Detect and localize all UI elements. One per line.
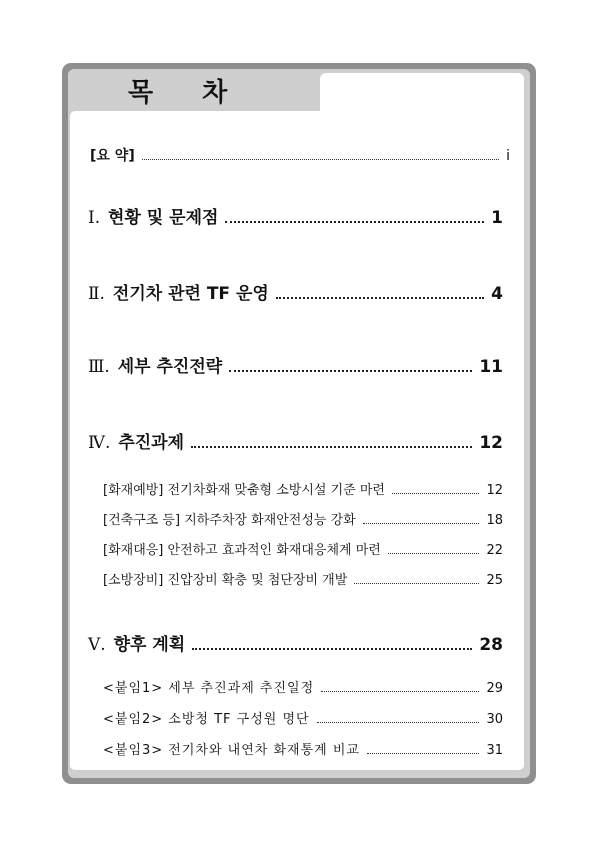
dot-leader xyxy=(225,221,484,223)
toc-subsection-3[interactable] xyxy=(103,539,503,558)
toc-entry-page: i xyxy=(506,148,510,164)
toc-subsection-2[interactable] xyxy=(103,509,503,528)
toc-entry-page: 1 xyxy=(491,208,503,228)
section-number: Ⅴ. xyxy=(88,635,106,655)
toc-entry-page: 12 xyxy=(486,483,503,498)
toc-attachment-3[interactable] xyxy=(103,739,503,758)
toc-entry-label: <붙임2> 소방청 TF 구성원 명단 xyxy=(103,712,310,727)
toc-entry-page: 30 xyxy=(486,712,503,727)
toc-entry-label xyxy=(88,279,269,304)
toc-entry-label: [소방장비] 진압장비 확충 및 첨단장비 개발 xyxy=(103,573,348,588)
toc-body-tab xyxy=(320,73,524,123)
section-number: Ⅰ. xyxy=(88,208,101,228)
toc-section-2[interactable] xyxy=(88,279,503,304)
toc-entry-page: 31 xyxy=(486,743,503,758)
toc-entry-label: <붙임1> 세부 추진과제 추진일정 xyxy=(103,681,315,696)
toc-entry-page: 11 xyxy=(479,357,503,377)
toc-summary-entry[interactable] xyxy=(90,145,510,165)
section-number: Ⅲ. xyxy=(88,357,110,377)
toc-title: 목 차 xyxy=(128,78,248,108)
section-title: 현황 및 문제점 xyxy=(108,208,219,228)
toc-section-3[interactable] xyxy=(88,352,503,377)
toc-section-5[interactable] xyxy=(88,630,503,655)
dot-leader xyxy=(388,553,480,554)
dot-leader xyxy=(142,159,499,160)
dot-leader xyxy=(191,446,472,448)
toc-section-4[interactable] xyxy=(88,428,503,453)
toc-entry-label xyxy=(88,630,185,655)
toc-attachment-1[interactable] xyxy=(103,677,503,696)
section-title: 세부 추진전략 xyxy=(117,357,223,377)
toc-entry-label: [요 약] xyxy=(90,148,135,164)
dot-leader xyxy=(392,493,479,494)
section-title: 향후 계획 xyxy=(113,635,186,655)
toc-entry-label xyxy=(88,203,218,228)
toc-entry-label xyxy=(88,428,184,453)
dot-leader xyxy=(363,523,480,524)
dot-leader xyxy=(317,722,480,723)
toc-entry-page: 18 xyxy=(486,513,503,528)
section-title: 추진과제 xyxy=(118,433,185,453)
toc-subsection-4[interactable] xyxy=(103,569,503,588)
dot-leader xyxy=(229,370,472,372)
dot-leader xyxy=(276,297,484,299)
toc-entry-page: 4 xyxy=(491,284,503,304)
toc-entry-page: 22 xyxy=(486,543,503,558)
toc-entry-label: <붙임3> 전기차와 내연차 화재통계 비교 xyxy=(103,743,360,758)
toc-entry-page: 25 xyxy=(486,573,503,588)
dot-leader xyxy=(354,583,479,584)
toc-section-1[interactable] xyxy=(88,203,503,228)
toc-entry-page: 28 xyxy=(479,635,503,655)
section-number: Ⅱ. xyxy=(88,284,105,304)
dot-leader xyxy=(321,691,479,692)
dot-leader xyxy=(367,753,479,754)
toc-subsection-1[interactable] xyxy=(103,479,503,498)
toc-entry-label: [화재예방] 전기차화재 맞춤형 소방시설 기준 마련 xyxy=(103,483,385,498)
toc-entry-page: 12 xyxy=(479,433,503,453)
section-number: Ⅳ. xyxy=(88,433,111,453)
toc-attachment-2[interactable] xyxy=(103,708,503,727)
toc-entry-label xyxy=(88,352,222,377)
toc-entry-label: [화재대응] 안전하고 효과적인 화재대응체계 마련 xyxy=(103,543,381,558)
section-title: 전기차 관련 TF 운영 xyxy=(112,284,269,304)
toc-entry-label: [건축구조 등] 지하주차장 화재안전성능 강화 xyxy=(103,513,356,528)
toc-entry-page: 29 xyxy=(486,681,503,696)
dot-leader xyxy=(192,648,472,650)
